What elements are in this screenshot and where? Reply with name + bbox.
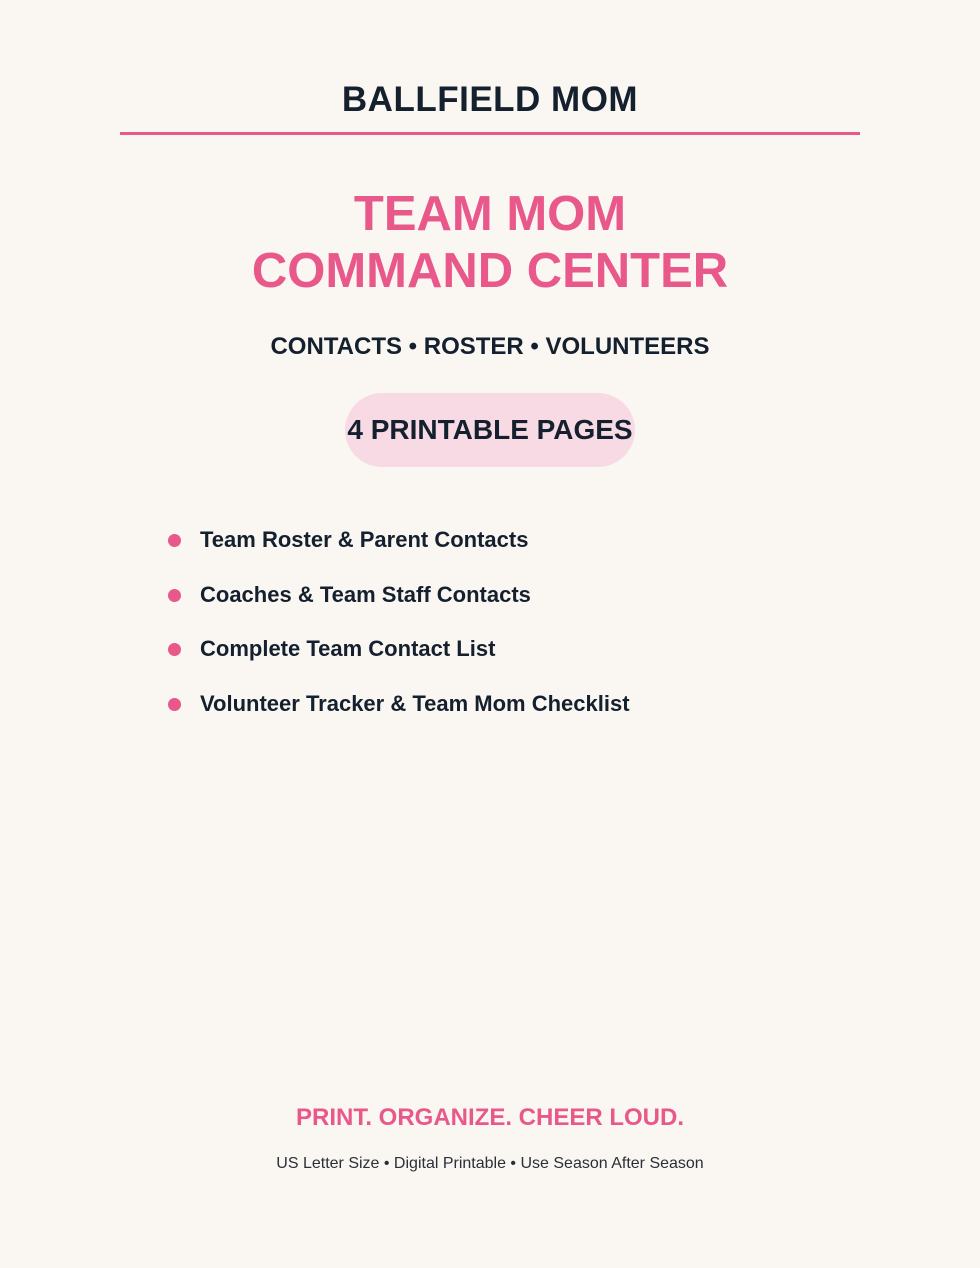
list-item [168,577,630,632]
bullet-dot-icon [168,698,181,711]
feature-label: Complete Team Contact List [200,636,496,662]
header-divider [120,132,860,135]
bullet-dot-icon [168,534,181,547]
list-item [168,522,630,577]
title-line-1: TEAM MOM [353,187,627,241]
brand-name: BALLFIELD MOM [341,80,639,119]
badge-label: 4 PRINTABLE PAGES [347,414,633,445]
bullet-dot-icon [168,589,181,602]
page-title [0,186,980,300]
title-line-2: COMMAND CENTER [251,244,729,298]
bullet-dot-icon [168,643,181,656]
feature-label: Coaches & Team Staff Contacts [200,581,531,607]
tagline: PRINT. ORGANIZE. CHEER LOUD. [295,1104,685,1131]
list-item [168,631,630,686]
feature-list [168,522,630,740]
list-item [168,686,630,741]
feature-label: Team Roster & Parent Contacts [200,527,529,552]
footnote: US Letter Size • Digital Printable • Use Season After Season [276,1155,704,1172]
page-subtitle: CONTACTS • ROSTER • VOLUNTEERS [270,333,710,360]
feature-label: Volunteer Tracker & Team Mom Checklist [200,690,630,716]
